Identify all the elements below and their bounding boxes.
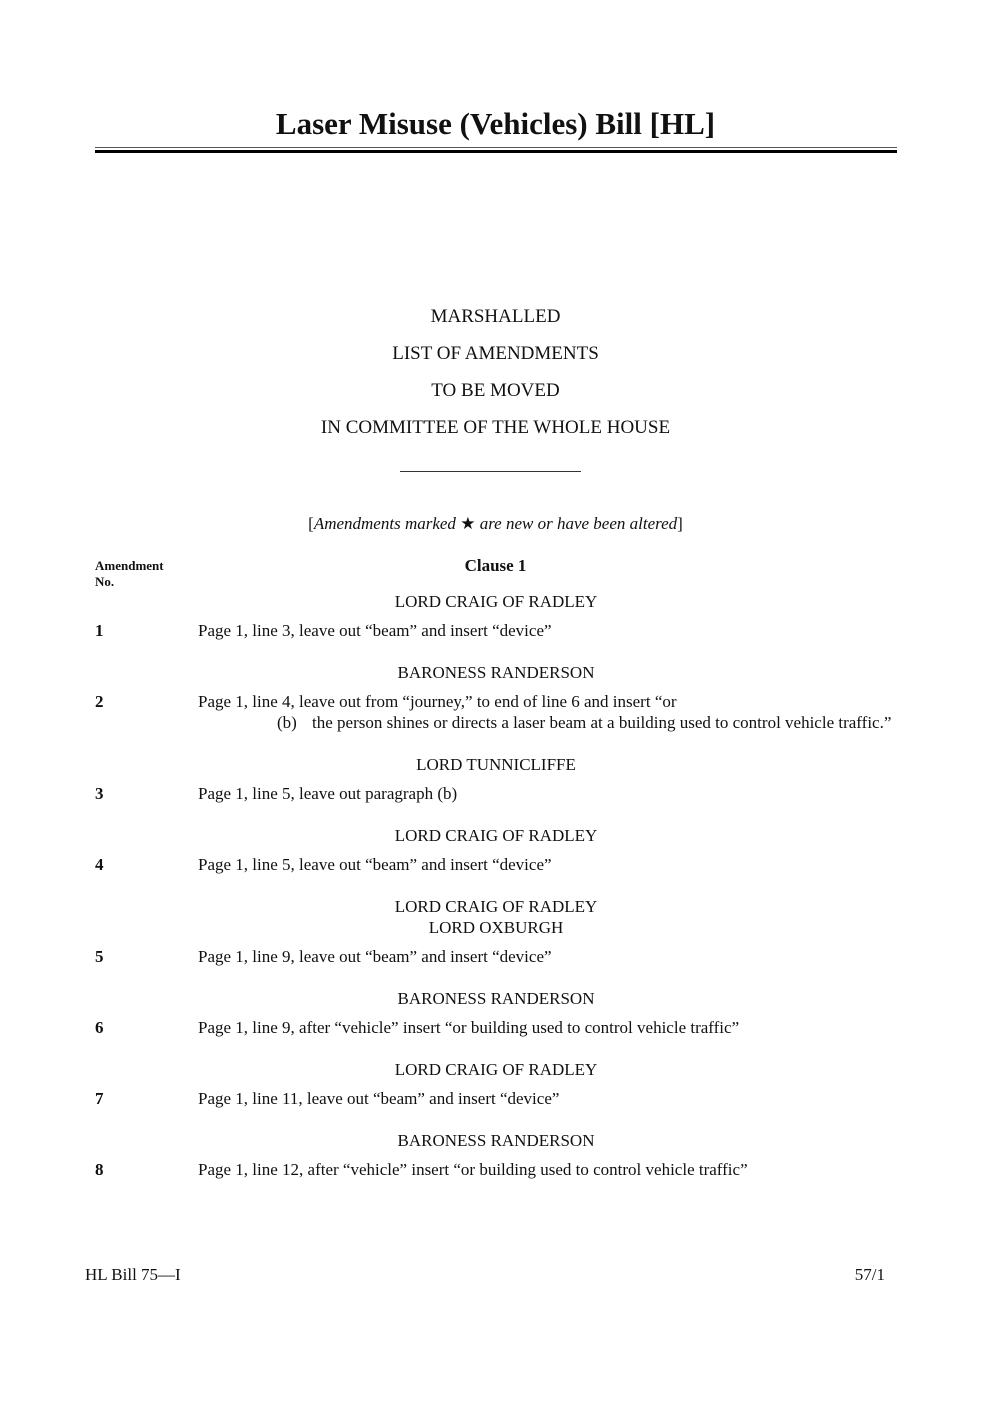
note-text: Amendments marked <box>313 514 461 533</box>
note-bracket: ] <box>677 514 683 533</box>
heading-line: LIST OF AMENDMENTS <box>392 343 599 364</box>
amendment-number: 7 <box>95 1089 104 1108</box>
sponsor-name: BARONESS RANDERSON <box>397 1131 595 1150</box>
amendment-text: Page 1, line 9, after “vehicle” insert “or building used to control vehicle traffic” <box>198 1018 740 1037</box>
sponsor-name: LORD TUNNICLIFFE <box>416 755 576 774</box>
amendment-text: Page 1, line 12, after “vehicle” insert “or building used to control vehicle traffic” <box>198 1160 748 1179</box>
sponsor-name: LORD CRAIG OF RADLEY <box>394 897 598 916</box>
title-rule-thin <box>95 147 897 148</box>
sponsor-name: LORD OXBURGH <box>428 918 564 937</box>
amendment <box>95 783 897 804</box>
footer-bill-number: HL Bill 75—I <box>85 1265 181 1284</box>
star-icon: ★ <box>460 514 476 533</box>
paragraph-label: (b) <box>277 713 297 732</box>
amendment-number: 8 <box>95 1160 104 1179</box>
amendment <box>95 946 897 967</box>
amendment <box>95 620 897 641</box>
amendment-text: Page 1, line 11, leave out “beam” and insert “device” <box>198 1089 560 1108</box>
header-line: Amendment <box>95 558 164 573</box>
sponsor-name: LORD CRAIG OF RADLEY <box>394 826 598 845</box>
clause-heading: Clause 1 <box>464 556 527 575</box>
amendment-text: Page 1, line 9, leave out “beam” and insert “device” <box>198 947 552 966</box>
sponsor-name: LORD CRAIG OF RADLEY <box>394 1060 598 1079</box>
amendment-text: Page 1, line 4, leave out from “journey,” to end of line 6 and insert “or <box>198 692 677 711</box>
amendment-number: 1 <box>95 621 104 640</box>
heading-line: IN COMMITTEE OF THE WHOLE HOUSE <box>320 417 671 438</box>
title-rule-thick <box>95 150 897 153</box>
amendment-text: Page 1, line 5, leave out paragraph (b) <box>198 784 458 803</box>
amendment <box>95 854 897 875</box>
amendment <box>95 1159 897 1180</box>
header-line: No. <box>95 574 115 589</box>
sponsor-name: BARONESS RANDERSON <box>397 663 595 682</box>
heading-line: TO BE MOVED <box>431 380 560 401</box>
note-text: are new or have been altered <box>475 514 678 533</box>
amendment-number: 2 <box>95 692 104 711</box>
heading-line: MARSHALLED <box>430 306 561 327</box>
bill-title: Laser Misuse (Vehicles) Bill [HL] <box>275 106 716 141</box>
amendments-note <box>0 513 991 535</box>
amendment-number: 3 <box>95 784 104 803</box>
amendment-text: Page 1, line 5, leave out “beam” and insert “device” <box>198 855 552 874</box>
amendment-number: 4 <box>95 855 104 874</box>
sponsor-name: LORD CRAIG OF RADLEY <box>394 592 598 611</box>
sponsor-name: BARONESS RANDERSON <box>397 989 595 1008</box>
inserted-paragraph <box>95 712 897 733</box>
amendments-list <box>95 591 897 1201</box>
amendment-number: 5 <box>95 947 104 966</box>
amendment-number: 6 <box>95 1018 104 1037</box>
amendment-text: Page 1, line 3, leave out “beam” and insert “device” <box>198 621 552 640</box>
amendment <box>95 1017 897 1038</box>
note-bracket: [ <box>308 514 314 533</box>
separator-rule <box>400 471 581 472</box>
paragraph-text: the person shines or directs a laser beam at a building used to control vehicle traffic.” <box>312 713 892 732</box>
amendment <box>95 1088 897 1109</box>
amendment <box>95 691 897 733</box>
footer-page-ref: 57/1 <box>854 1265 885 1284</box>
